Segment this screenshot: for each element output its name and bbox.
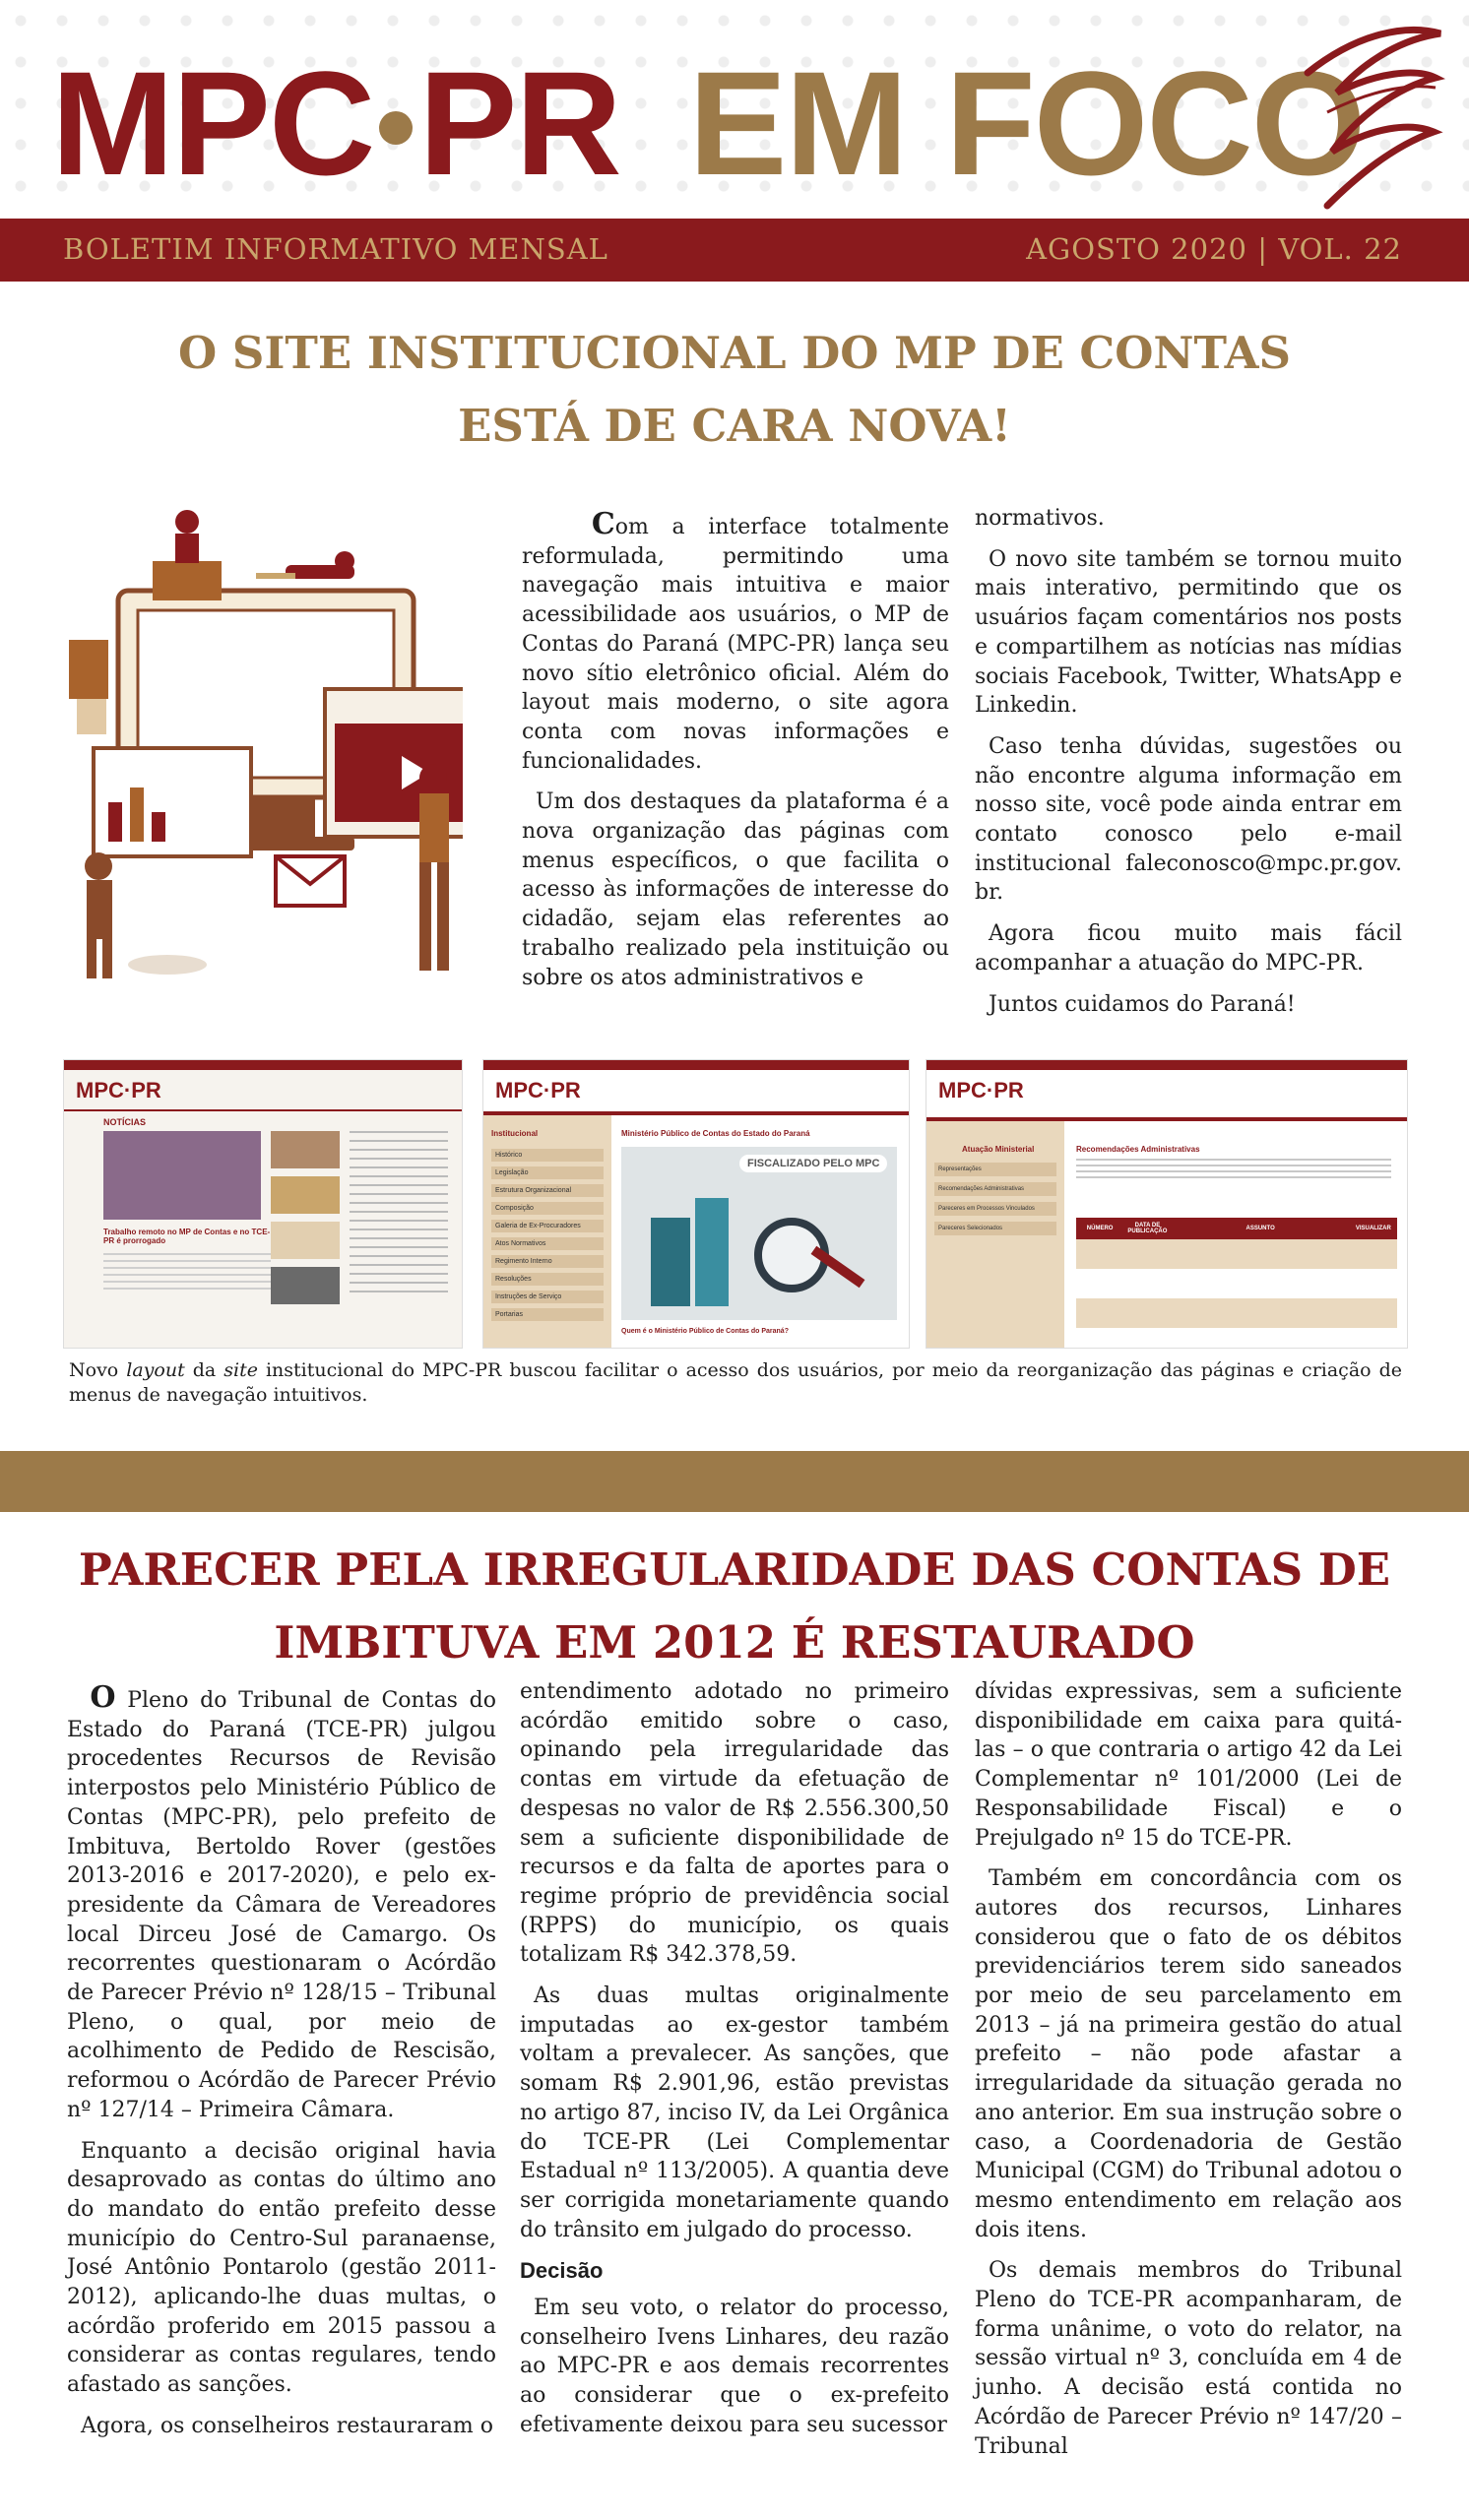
article1-dropcap: C (591, 507, 615, 541)
article2-paragraph: entendimento adotado no primeiro acórdão emitido sobre o caso, opinando pela irregularidade das contas em virtude da efetuação de despesas no valor de R$ 2.556.300,50 sem a suficiente disponibilidade de recursos e da falta de aportes para o regime próprio de previdência social (RPPS) do município, os quais totalizam R$ 342.378,59. (520, 1679, 949, 1968)
article1-heading-line2: ESTÁ DE CARA NOVA! (458, 400, 1011, 452)
article1-paragraph: Um dos destaques da plataforma é a nova organização das páginas com menus específicos, o que facilita o acesso às informações de interesse do cidadão, sejam elas referentes ao trabalho realizado pela instituição ou sobre os atos administrativos e (522, 789, 949, 990)
article2-heading (0, 1534, 1469, 1679)
article2-heading-line2: IMBITUVA EM 2012 É RESTAURADO (274, 1616, 1195, 1669)
screenshot-video-label: FISCALIZADO PELO MPC (739, 1155, 887, 1172)
site-screenshot-news (63, 1059, 463, 1349)
screenshot-menu-item: Recomendações Administrativas (934, 1182, 1056, 1196)
caption-text: da (184, 1359, 224, 1381)
screenshot-menu-item: Pareceres em Processos Vinculados (934, 1202, 1056, 1216)
article2-paragraph (67, 1680, 496, 2125)
article1-column-2 (975, 504, 1402, 1031)
screenshot-headline: Trabalho remoto no MP de Contas e no TCE-PR é prorrogado (103, 1228, 271, 1245)
article1-p1-text: om a interface totalmente reformulada, permitindo uma navegação mais intuitiva e maior acessibilidade aos usuários, o MP de Contas do Paraná (MPC-PR) lança seu novo sítio eletrônico oficial. Além do layout mais moderno, o site agora conta com novas informações e funcionalidades. (522, 515, 949, 774)
article2-p1-text: Pleno do Tribunal de Contas do Estado do Paraná (TCE-PR) julgou procedentes Recursos de Revisão interpostos pelo Ministério Público de Contas (MPC-PR), pelo prefeito de Imbituva, Bertoldo Rover (gestões 2013-2016 e 2017-2020), e pelo ex-presidente da Câmara de Vereadores local Dirceu José de Camargo. Os recorrentes questionaram o Acórdão de Parecer Prévio nº 128/15 – Tribunal Pleno, o qual, por meio de acolhimento de Pedido de Rescisão, reformou o Acórdão de Parecer Prévio nº 127/14 – Primeira Câmara. (67, 1688, 496, 2122)
screenshot-brand: MPC·PR (76, 1078, 161, 1102)
logo-em-foco: EM FOCO (688, 40, 1365, 206)
article1-paragraph (522, 507, 949, 776)
caption-text: Novo (69, 1359, 127, 1381)
site-screenshot-recommendations (926, 1059, 1408, 1349)
screenshot-table-header-cell: DATA DE PUBLICAÇÃO (1127, 1223, 1168, 1234)
screenshot-menu-item: Composição (491, 1202, 604, 1215)
screenshot-table-header (1076, 1218, 1397, 1239)
screenshot-menu-item: Resoluções (491, 1273, 604, 1286)
article1-heading-line1: O SITE INSTITUCIONAL DO MP DE CONTAS (177, 327, 1291, 379)
flourish-icon (1298, 14, 1445, 211)
caption-text: site (224, 1359, 258, 1381)
screenshot-menu-item: Atos Normativos (491, 1237, 604, 1250)
edition-label: AGOSTO 2020 | VOL. 22 (1026, 232, 1402, 266)
article2-column-2 (520, 1677, 949, 2452)
screenshot-menu-item: Galeria de Ex-Procuradores (491, 1220, 604, 1232)
article2-heading-line1: PARECER PELA IRREGULARIDADE DAS CONTAS DE (78, 1544, 1391, 1596)
logo-mpc: MPC (51, 40, 374, 206)
screenshot-menu-item: Regimento Interno (491, 1255, 604, 1268)
screenshots-caption (69, 1358, 1402, 1408)
article2-paragraph: Em seu voto, o relator do processo, conselheiro Ivens Linhares, deu razão ao MPC-PR e aos demais recorrentes ao considerar que o ex-prefeito efetivamente deixou para seu sucessor (520, 2296, 949, 2437)
newsletter-subtitle: BOLETIM INFORMATIVO MENSAL (63, 232, 608, 266)
screenshot-table-header-cell: NÚMERO (1086, 1226, 1114, 1231)
logo-pr: PR (418, 40, 620, 206)
article2-paragraph: Os demais membros do Tribunal Pleno do TCE-PR acompanharam, de forma unânime, o voto do relator, na sessão virtual nº 3, concluída em 4 de junho. A decisão está contida no Acórdão de Parecer Prévio nº 147/20 – Tribunal (975, 2258, 1402, 2459)
screenshot-section: Institucional (491, 1129, 539, 1138)
article2-dropcap: O (90, 1680, 116, 1715)
screenshot-footer: Quem é o Ministério Público de Contas do Paraná? (621, 1328, 789, 1335)
logo-dot (379, 111, 413, 145)
screenshot-menu-item: Legislação (491, 1166, 604, 1179)
screenshot-section: Atuação Ministerial (962, 1145, 1035, 1154)
website-illustration (69, 502, 463, 984)
screenshot-menu-item: Histórico (491, 1149, 604, 1162)
article2-paragraph: Enquanto a decisão original havia desaprovado as contas do último ano do mandato do então prefeito desse município do Centro-Sul paranaense, José Antônio Pontarolo (gestão 2011-2012), aplicando-lhe duas multas, o acórdão proferido em 2015 passou a considerar as contas regulares, tendo afastado as sanções. (67, 2138, 496, 2398)
article1-heading (0, 317, 1469, 463)
screenshot-menu-item: Estrutura Organizacional (491, 1184, 604, 1197)
article2-subheading: Decisão (520, 2258, 604, 2284)
screenshot-brand: MPC·PR (938, 1078, 1024, 1102)
article1-paragraph: Agora ficou muito mais fácil acompanhar a atuação do MPC-PR. (975, 921, 1402, 976)
screenshot-section: NOTÍCIAS (103, 1117, 147, 1127)
article1-paragraph: normativos. (975, 506, 1105, 531)
screenshot-brand: MPC·PR (495, 1078, 581, 1102)
screenshot-menu (934, 1163, 1056, 1241)
article1-paragraph: Juntos cuidamos do Paraná! (989, 991, 1296, 1017)
article2-paragraph: As duas multas originalmente imputadas ao ex-gestor também voltam a prevalecer. As sanções, que somam R$ 2.901,96, estão previstas no artigo 87, inciso IV, da Lei Orgânica do TCE-PR (Lei Complementar Estadual nº 113/2005). A quantia deve ser corrigida monetariamente quando do trânsito em julgado do processo. (520, 1984, 949, 2242)
newsletter-logo (51, 39, 1364, 207)
article2-column-1 (67, 1680, 496, 2453)
caption-text: layout (126, 1359, 185, 1381)
caption-text: institucional do MPC-PR buscou facilitar o acesso dos usuários, por meio da reorganização das páginas e criação de menus de navegação intuitivos. (69, 1359, 1403, 1406)
screenshot-menu (491, 1149, 604, 1326)
article1-column-1 (522, 507, 949, 1004)
article2-paragraph: Também em concordância com os autores dos recursos, Linhares considerou que o fato de os débitos previdenciários terem sido saneados por meio de seu parcelamento em 2013 – já na primeira gestão do atual prefeito – não pode afastar a irregularidade da situação gerada no ano anterior. Em sua instrução sobre o caso, a Coordenadoria de Gestão Municipal (CGM) do Tribunal adotou o mesmo entendimento em relação aos dois itens. (975, 1866, 1402, 2242)
article1-paragraph: O novo site também se tornou muito mais interativo, permitindo que os usuários façam comentários nos posts e compartilhem as notícias nas mídias sociais Facebook, Twitter, WhatsApp e Linkedin. (975, 546, 1402, 719)
screenshot-menu-item: Representações (934, 1163, 1056, 1176)
screenshot-menu-item: Portarias (491, 1308, 604, 1321)
article2-paragraph: dívidas expressivas, sem a suficiente disponibilidade em caixa para quitá-las – o que contraria o artigo 42 da Lei Complementar nº 101/2000 (Lei de Responsabilidade Fiscal) e o Prejulgado nº 15 do TCE-PR. (975, 1679, 1402, 1851)
screenshot-table-header-cell: ASSUNTO (1245, 1226, 1275, 1231)
screenshot-table-header-cell: VISUALIZAR (1355, 1226, 1391, 1231)
site-screenshot-institutional (482, 1059, 910, 1349)
article2-column-3 (975, 1677, 1402, 2473)
screenshot-page-title: Recomendações Administrativas (1076, 1145, 1200, 1154)
article2-paragraph: Agora, os conselheiros restauraram o (81, 2413, 494, 2438)
screenshot-menu-item: Instruções de Serviço (491, 1291, 604, 1303)
article1-paragraph: Caso tenha dúvidas, sugestões ou não encontre alguma informação em nosso site, você pode ainda entrar em contato conosco pelo e-mail institucional faleconosco@mpc.pr.gov. br. (975, 733, 1402, 906)
screenshot-page-title: Ministério Público de Contas do Estado do Paraná (621, 1129, 810, 1138)
section-divider (0, 1451, 1469, 1512)
screenshot-menu-item: Pareceres Selecionados (934, 1222, 1056, 1235)
